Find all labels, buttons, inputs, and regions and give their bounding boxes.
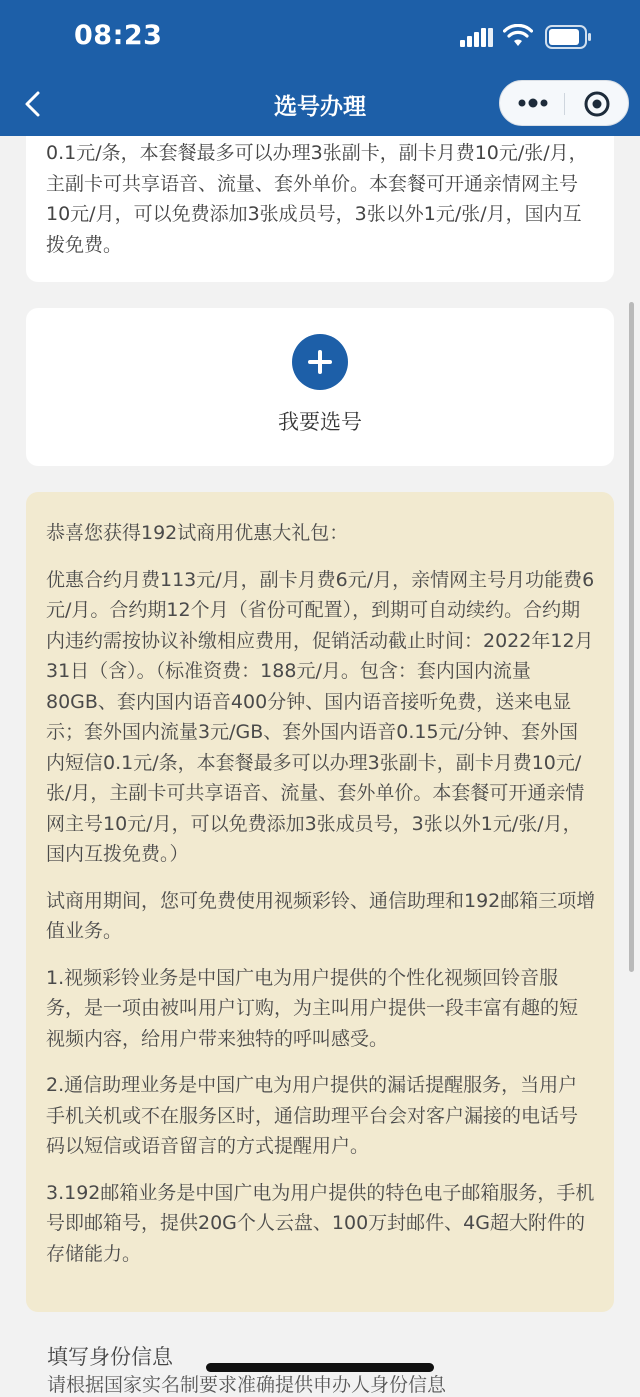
plan-description-text: 0.1元/条，本套餐最多可以办理3张副卡，副卡月费10元/张/月，主副卡可共享语音、流量、套外单价。本套餐可开通亲情网主号10元/月，可以免费添加3张成员号，3张以外1元/张/月，国内互拨免费。 xyxy=(46,142,588,256)
offer-call-assistant: 2.通信助理业务是中国广电为用户提供的漏话提醒服务，当用户手机关机或不在服务区时，通信助理平台会对客户漏接的电话号码以短信或语音留言的方式提醒用户。 xyxy=(46,1074,579,1157)
offer-package-card xyxy=(26,492,614,1312)
offer-terms: 优惠合约月费113元/月，副卡月费6元/月，亲情网主号月功能费6元/月。合约期12个月（省份可配置），到期可自动续约。合约期内违约需按协议补缴相应费用，促销活动截止时间：2022年12月31日（含）。（标准资费：188元/月。包含：套内国内流量80GB、套内国内语音400分钟、国内语音接听免费，送来电显示；套外国内流量3元/GB、套外国内语音0.15元/分钟、套外国内短信0.1元/条，本套餐最多可以办理3张副卡，副卡月费10元/张/月，主副卡可共享语音、流量、套外单价。本套餐可开通亲情网主号10元/月，可以免费添加3张成员号，3张以外1元/张/月，国内互拨免费。） xyxy=(46,568,595,865)
add-number-button[interactable] xyxy=(292,334,348,390)
offer-mailbox: 3.192邮箱业务是中国广电为用户提供的特色电子邮箱服务，手机号即邮箱号，提供20G个人云盘、100万封邮件、4G超大附件的存储能力。 xyxy=(46,1181,595,1265)
capsule-divider xyxy=(564,93,565,115)
offer-heading: 恭喜您获得192试商用优惠大礼包： xyxy=(46,522,349,544)
battery-icon xyxy=(545,25,593,49)
miniprogram-capsule xyxy=(499,80,629,126)
offer-package-content xyxy=(46,518,596,1285)
pick-number-card[interactable] xyxy=(26,308,614,466)
status-bar xyxy=(0,0,640,72)
identity-section-title: 填写身份信息 xyxy=(47,1345,173,1369)
status-time: 08:23 xyxy=(74,20,163,51)
plan-description-card xyxy=(26,136,614,282)
cellular-signal-icon xyxy=(460,27,494,47)
more-dots-icon[interactable] xyxy=(516,91,550,115)
page-title: 选号办理 xyxy=(274,94,366,120)
identity-section-subtitle: 请根据国家实名制要求准确提供申办人身份信息 xyxy=(47,1374,447,1396)
scrollbar[interactable] xyxy=(629,302,634,972)
home-indicator[interactable] xyxy=(206,1363,434,1372)
nav-bar xyxy=(0,72,640,136)
offer-free-services: 试商用期间，您可免费使用视频彩铃、通信助理和192邮箱三项增值业务。 xyxy=(46,889,596,942)
wifi-icon xyxy=(503,24,533,48)
close-miniprogram-icon[interactable] xyxy=(583,90,611,118)
pick-number-label[interactable]: 我要选号 xyxy=(278,410,362,434)
offer-video-ringtone: 1.视频彩铃业务是中国广电为用户提供的个性化视频回铃音服务，是一项由被叫用户订购，为主叫用户提供一段丰富有趣的短视频内容，给用户带来独特的呼叫感受。 xyxy=(46,966,579,1050)
